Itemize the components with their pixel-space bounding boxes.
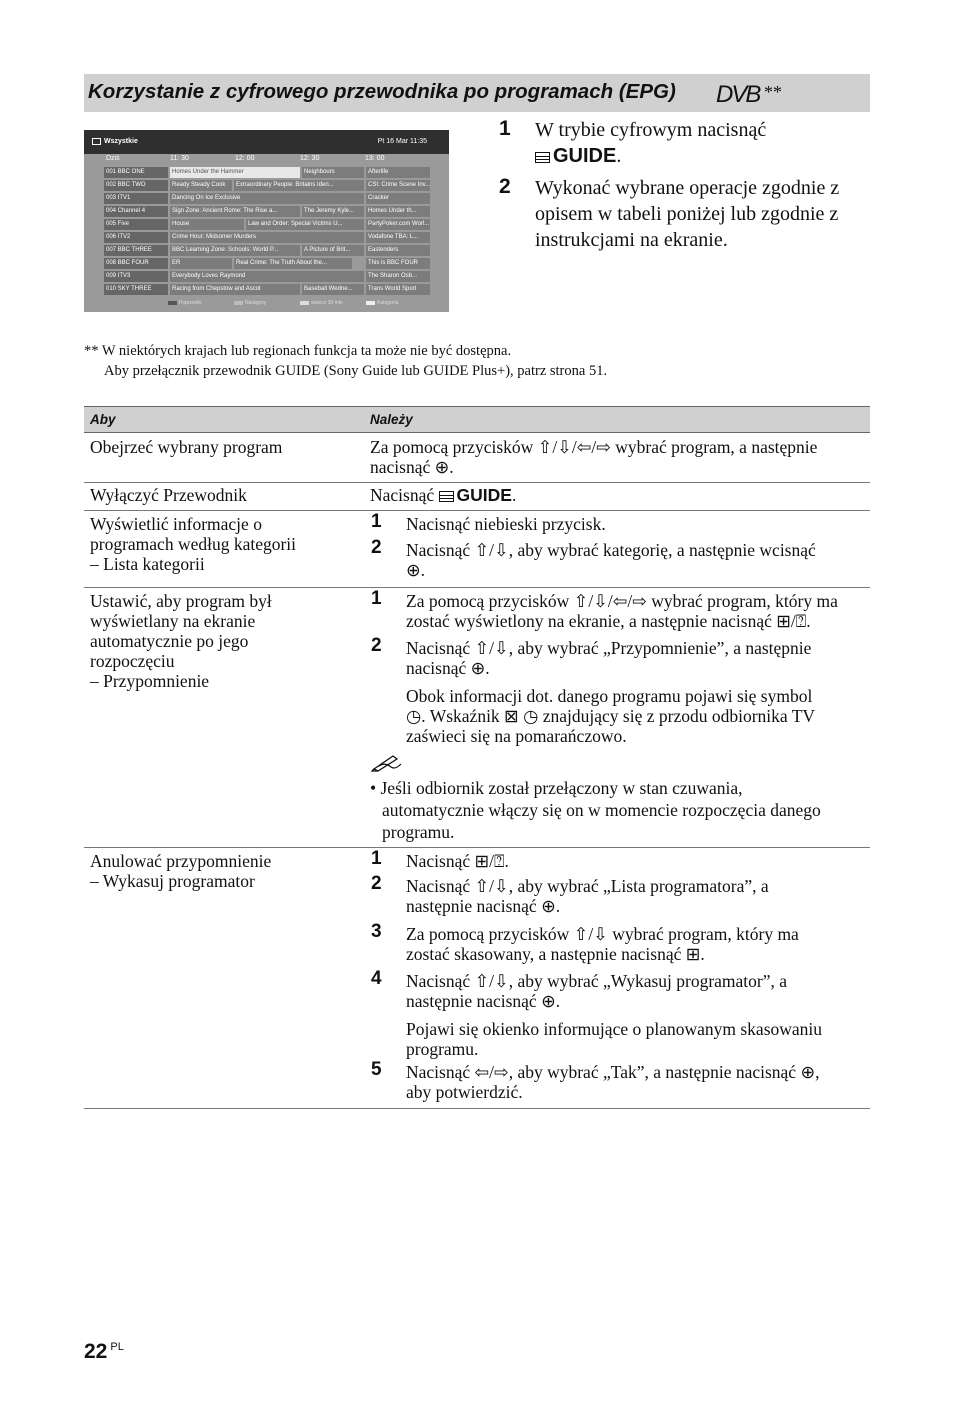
row-5-info: Pojawi się okienko informujące o planowanym skasowaniu programu. [406, 1019, 823, 1059]
row-5-step-1-num: 1 [371, 848, 382, 869]
epg-program: Crime Hour: Midsomer Murders [170, 232, 364, 243]
step-2-text: Wykonać wybrane operacje zgodnie z opisem w tabeli poniżej lub zgodnie z instrukcjami na ekranie. [535, 177, 840, 251]
row-3-left: Wyświetlić informacje o programach według kategorii – Lista kategorii [90, 514, 297, 574]
epg-program: Eastenders [366, 245, 430, 256]
header-aby: Aby [90, 412, 116, 427]
epg-program: The Sharon Osb... [366, 271, 430, 282]
epg-program: Neighbours [302, 167, 364, 178]
section-title: Korzystanie z cyfrowego przewodnika po programach (EPG) [88, 80, 676, 103]
epg-row [104, 232, 430, 243]
epg-program: Afterlife [366, 167, 430, 178]
epg-channel: 008 BBC FOUR [104, 258, 168, 269]
row-5-left: Anulować przypomnienie – Wykasuj programator [90, 851, 272, 891]
epg-footer-category: Kategoria [366, 300, 398, 306]
row-2-left: Wyłączyć Przewodnik [90, 485, 247, 505]
epg-program: Homes Under th... [366, 206, 430, 217]
row-5-step-3-num: 3 [371, 921, 382, 942]
row-5-step-3: Za pomocą przycisków ⇧/⇩ wybrać program, który ma zostać skasowany, a następnie nacisnąć ⊞. [406, 924, 799, 964]
guide-icon [535, 152, 550, 163]
epg-program: Vodafone TBA: L... [366, 232, 430, 243]
epg-program: CSI: Crime Scene Inv... [366, 180, 430, 191]
footnote-line-2: Aby przełącznik przewodnik GUIDE (Sony Guide lub GUIDE Plus+), patrz strona 51. [104, 363, 608, 379]
row-4-step-2-num: 2 [371, 635, 382, 656]
row-3-step-2: Nacisnąć ⇧/⇩, aby wybrać kategorię, a następnie wcisnąć ⊕. [406, 540, 816, 580]
epg-row [104, 245, 430, 256]
step-1-text: W trybie cyfrowym nacisnąć GUIDE. [535, 119, 767, 167]
row-4-note: • Jeśli odbiornik został przełączony w stan czuwania, automatycznie włączy się on w momencie rozpoczęcia danego programu. [370, 778, 821, 842]
row-divider [84, 482, 870, 483]
epg-program: ER [170, 258, 232, 269]
epg-time-2: 12: 00 [235, 155, 255, 162]
table-bottom-line [84, 1108, 870, 1109]
title-footnote-mark: ** [764, 82, 782, 102]
epg-channel: 006 ITV2 [104, 232, 168, 243]
epg-program: Baseball Wedne... [302, 284, 364, 295]
epg-program: Homes Under the Hammer [170, 167, 300, 178]
row-5-step-2-num: 2 [371, 873, 382, 894]
epg-row [104, 284, 430, 295]
page-number: 22 $^{PL}$ [84, 1340, 124, 1363]
row-4-step-1-num: 1 [371, 588, 382, 609]
row-divider [84, 587, 870, 588]
footnote-line-1: ** W niektórych krajach lub regionach funkcja ta może nie być dostępna. [84, 343, 512, 359]
epg-time-3: 12: 30 [300, 155, 320, 162]
guide-icon [439, 491, 454, 502]
epg-program: Ready Steady Cook [170, 180, 232, 191]
epg-top-bar [84, 130, 449, 154]
epg-row [104, 206, 430, 217]
epg-program: Extraordinary People: Britains Iden... [234, 180, 364, 191]
epg-program: Racing from Chepstow and Ascot [170, 284, 300, 295]
epg-row [104, 271, 430, 282]
step-number-2: 2 [499, 175, 511, 198]
row-3-step-1: Nacisnąć niebieski przycisk. [406, 514, 606, 534]
epg-category: Wszystkie [104, 138, 138, 145]
epg-row [104, 180, 430, 191]
epg-channel: 005 Five [104, 219, 168, 230]
epg-datetime: Pt 16 Mar 11:35 [377, 138, 427, 145]
epg-program: The Jeremy Kyle... [302, 206, 364, 217]
row-5-step-2: Nacisnąć ⇧/⇩, aby wybrać „Lista programatora”, a następnie nacisnąć ⊕. [406, 876, 769, 916]
section-title-bar [84, 74, 870, 112]
epg-row [104, 219, 430, 230]
row-3-step-2-num: 2 [371, 537, 382, 558]
epg-row [104, 167, 430, 178]
row-divider [84, 510, 870, 511]
epg-row [104, 258, 430, 269]
epg-program: Cracker [366, 193, 430, 204]
epg-screenshot [84, 130, 449, 312]
row-5-step-5: Nacisnąć ⇦/⇨, aby wybrać „Tak”, a następnie nacisnąć ⊕, aby potwierdzić. [406, 1062, 820, 1102]
epg-channel: 002 BBC TWO [104, 180, 168, 191]
row-4-left: Ustawić, aby program był wyświetlany na ekranie automatycznie po jego rozpoczęciu – Przypomnienie [90, 591, 272, 691]
epg-channel: 007 BBC THREE [104, 245, 168, 256]
epg-program: House [170, 219, 244, 230]
row-5-step-4-num: 4 [371, 968, 382, 989]
epg-program: Trans World Sport [366, 284, 430, 295]
dvb-logo: DVB [716, 81, 760, 108]
epg-program: A Picture of Brit... [302, 245, 364, 256]
header-nalezy: Należy [370, 412, 413, 427]
epg-channel: 001 BBC ONE [104, 167, 168, 178]
guide-icon [92, 138, 101, 145]
note-pencil-icon [371, 752, 403, 772]
epg-program: Dancing On Ice Exclusive [170, 193, 364, 204]
epg-channel: 003 ITV1 [104, 193, 168, 204]
row-2-right: Nacisnąć GUIDE. [370, 485, 517, 505]
epg-channel: 010 SKY THREE [104, 284, 168, 295]
epg-footer-next: Następny [234, 300, 266, 306]
row-4-info: Obok informacji dot. danego programu pojawi się symbol ◷. Wskaźnik ⊠ ◷ znajdujący się z przodu odbiornika TV zaświeci się na pomarańczowo. [406, 686, 816, 746]
epg-program: Sign Zone: Ancient Rome: The Rise a... [170, 206, 300, 217]
row-divider [84, 847, 870, 848]
epg-program: Everybody Loves Raymond [170, 271, 364, 282]
epg-program: This is BBC FOUR [366, 258, 430, 269]
epg-program: Law and Order: Special Victims U... [246, 219, 364, 230]
epg-time-4: 13: 00 [365, 155, 385, 162]
row-5-step-1: Nacisnąć ⊞/⍰. [406, 851, 509, 871]
row-1-left: Obejrzeć wybrany program [90, 437, 283, 457]
epg-program: BBC Learning Zone: Schools: World P... [170, 245, 300, 256]
epg-row [104, 193, 430, 204]
epg-channel: 009 ITV3 [104, 271, 168, 282]
epg-program: PartyPoker.com Worl... [366, 219, 430, 230]
epg-footer-back: wstecz 30 min [300, 300, 343, 306]
epg-time-today: Dziś [106, 155, 120, 162]
row-1-right: Za pomocą przycisków ⇧/⇩/⇦/⇨ wybrać program, a następnie nacisnąć ⊕. [370, 437, 818, 477]
epg-time-1: 11: 30 [170, 155, 189, 162]
table-header [84, 406, 870, 433]
row-5-step-5-num: 5 [371, 1059, 382, 1080]
row-4-step-1: Za pomocą przycisków ⇧/⇩/⇦/⇨ wybrać program, który ma zostać wyświetlony na ekranie, a następnie nacisnąć ⊞/⍰. [406, 591, 838, 631]
epg-footer-prev: Poprzedni [168, 300, 202, 306]
row-5-step-4: Nacisnąć ⇧/⇩, aby wybrać „Wykasuj programator”, a następnie nacisnąć ⊕. [406, 971, 788, 1011]
row-4-step-2: Nacisnąć ⇧/⇩, aby wybrać „Przypomnienie”, a następnie nacisnąć ⊕. [406, 638, 812, 678]
row-3-step-1-num: 1 [371, 511, 382, 532]
epg-channel: 004 Channel 4 [104, 206, 168, 217]
epg-program: Real Crime: The Truth About the... [234, 258, 352, 269]
step-number-1: 1 [499, 117, 511, 140]
